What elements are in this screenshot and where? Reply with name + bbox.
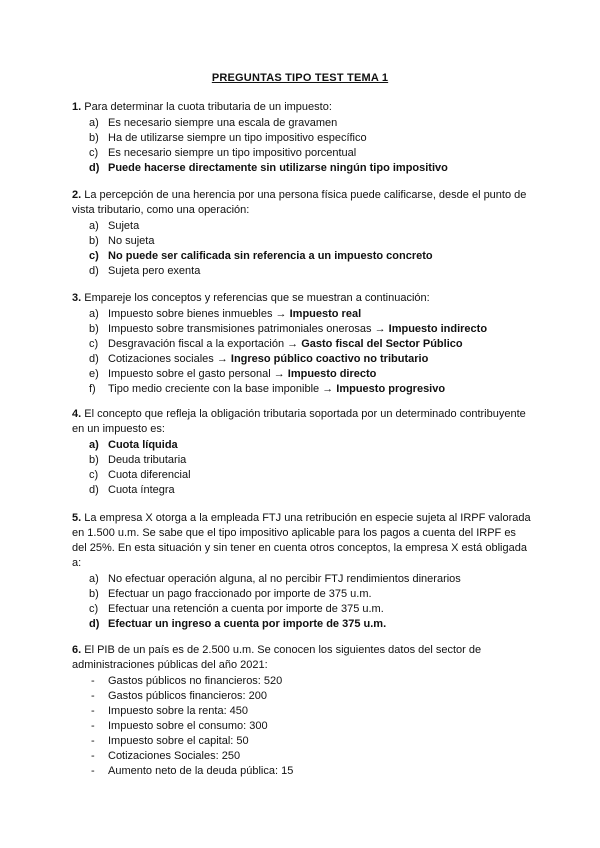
list-item [72, 674, 532, 689]
option-label: b) [89, 132, 99, 144]
option-list [72, 438, 532, 498]
option-label: c) [89, 338, 99, 350]
question-text: La empresa X otorga a la empleada FTJ una retribución en especie sujeta al IRPF valorada en 1.500 u.m. Se sabe que el tipo impositivo aplicable para los pagos a cuenta del IRPF es del 25%. En esta situación y sin tener en cuenta otros conceptos, la empresa X está obligada a: [72, 512, 531, 569]
option-text: Deuda tributaria [108, 454, 187, 466]
option [72, 352, 532, 367]
list-item [72, 734, 532, 749]
option [72, 337, 532, 352]
option-text: Es necesario siempre un tipo impositivo porcentual [108, 147, 357, 159]
question-text: El concepto que refleja la obligación tributaria soportada por un determinado contribuyente en un impuesto es: [72, 408, 526, 435]
option [72, 234, 532, 249]
question-text: El PIB de un país es de 2.500 u.m. Se conocen los siguientes datos del sector de administraciones públicas del año 2021: [72, 644, 482, 671]
question-text: Para determinar la cuota tributaria de un impuesto: [84, 101, 332, 113]
answer-text: Puede hacerse directamente sin utilizarse ningún tipo impositivo [108, 162, 448, 174]
option-label: d) [89, 353, 99, 365]
question-number: 2. [72, 189, 82, 201]
question-number: 6. [72, 644, 82, 656]
bullet-dash: - [91, 720, 95, 732]
option-correct [72, 617, 532, 632]
option-label: a) [89, 573, 99, 585]
list-item [72, 689, 532, 704]
bullet-dash: - [91, 750, 95, 762]
bullet-dash: - [91, 735, 95, 747]
option [72, 382, 532, 397]
question-stem [72, 100, 532, 115]
option-text: Impuesto sobre transmisiones patrimoniales onerosas → [108, 323, 389, 335]
answer-text: Cuota líquida [108, 439, 178, 451]
answer-text: Impuesto progresivo [336, 383, 446, 395]
option-list [72, 572, 532, 632]
option-text: Es necesario siempre una escala de gravamen [108, 117, 338, 129]
option-label: a) [89, 117, 99, 129]
option-text: Cuota íntegra [108, 484, 175, 496]
option [72, 468, 532, 483]
option-text: No efectuar operación alguna, al no percibir FTJ rendimientos dinerarios [108, 573, 461, 585]
question-1 [72, 100, 532, 176]
option-label: c) [89, 147, 99, 159]
question-stem [72, 511, 532, 571]
question-2 [72, 188, 532, 279]
option-text: Cotizaciones sociales → [108, 353, 231, 365]
data-list [72, 674, 532, 779]
answer-text: Impuesto indirecto [388, 323, 488, 335]
option [72, 483, 532, 498]
question-5 [72, 511, 532, 632]
option [72, 307, 532, 322]
option [72, 146, 532, 161]
option [72, 116, 532, 131]
page-title: PREGUNTAS TIPO TEST TEMA 1 [211, 72, 389, 84]
option [72, 367, 532, 382]
question-4 [72, 407, 532, 498]
option-text: Cuota diferencial [108, 469, 191, 481]
list-item-text: Impuesto sobre la renta: 450 [108, 705, 249, 717]
question-text: La percepción de una herencia por una persona física puede calificarse, desde el punto de vista tributario, como una operación: [72, 189, 527, 216]
question-stem [72, 407, 532, 437]
question-number: 1. [72, 101, 82, 113]
option-text: No sujeta [108, 235, 155, 247]
option [72, 453, 532, 468]
option-text: Impuesto sobre el gasto personal → [108, 368, 288, 380]
option-label: d) [89, 618, 100, 630]
option [72, 602, 532, 617]
option-text: Impuesto sobre bienes inmuebles → [108, 308, 290, 320]
option-text: Desgravación fiscal a la exportación → [108, 338, 302, 350]
question-stem [72, 188, 532, 218]
option-label: c) [89, 250, 99, 262]
option-text: Tipo medio creciente con la base imponible → [108, 383, 337, 395]
question-number: 5. [72, 512, 82, 524]
question-text: Empareje los conceptos y referencias que se muestran a continuación: [84, 292, 430, 304]
option [72, 131, 532, 146]
question-stem [72, 643, 532, 673]
list-item-text: Aumento neto de la deuda pública: 15 [108, 765, 294, 777]
option-label: b) [89, 454, 99, 466]
list-item [72, 749, 532, 764]
option-label: a) [89, 308, 99, 320]
question-6 [72, 643, 532, 779]
option-list [72, 219, 532, 279]
option [72, 264, 532, 279]
answer-text: No puede ser calificada sin referencia a un impuesto concreto [108, 250, 433, 262]
option-text: Ha de utilizarse siempre un tipo impositivo específico [108, 132, 367, 144]
option-label: b) [89, 323, 99, 335]
question-stem [72, 291, 532, 306]
option-text: Sujeta pero exenta [108, 265, 201, 277]
option [72, 572, 532, 587]
option-text: Efectuar una retención a cuenta por importe de 375 u.m. [108, 603, 384, 615]
option [72, 587, 532, 602]
list-item [72, 764, 532, 779]
option-label: b) [89, 235, 99, 247]
list-item-text: Cotizaciones Sociales: 250 [108, 750, 241, 762]
option-label: c) [89, 603, 99, 615]
bullet-dash: - [91, 675, 95, 687]
answer-text: Impuesto directo [287, 368, 377, 380]
option-label: f) [89, 383, 96, 395]
option-label: b) [89, 588, 99, 600]
list-item-text: Gastos públicos financieros: 200 [108, 690, 267, 702]
answer-text: Gasto fiscal del Sector Público [301, 338, 463, 350]
list-item-text: Impuesto sobre el capital: 50 [108, 735, 249, 747]
option-correct [72, 438, 532, 453]
option [72, 322, 532, 337]
question-number: 3. [72, 292, 82, 304]
option-label: e) [89, 368, 99, 380]
list-item [72, 719, 532, 734]
answer-text: Efectuar un ingreso a cuenta por importe de 375 u.m. [108, 618, 387, 630]
option-label: a) [89, 220, 99, 232]
answer-text: Impuesto real [289, 308, 362, 320]
option-list [72, 307, 532, 397]
option-label: d) [89, 265, 99, 277]
answer-text: Ingreso público coactivo no tributario [230, 353, 429, 365]
question-number: 4. [72, 408, 82, 420]
list-item [72, 704, 532, 719]
bullet-dash: - [91, 690, 95, 702]
option-correct [72, 249, 532, 264]
option [72, 219, 532, 234]
option-label: d) [89, 484, 99, 496]
option-text: Efectuar un pago fraccionado por importe de 375 u.m. [108, 588, 372, 600]
option-label: d) [89, 162, 100, 174]
option-list [72, 116, 532, 176]
bullet-dash: - [91, 765, 95, 777]
list-item-text: Gastos públicos no financieros: 520 [108, 675, 283, 687]
option-label: a) [89, 439, 99, 451]
list-item-text: Impuesto sobre el consumo: 300 [108, 720, 268, 732]
option-text: Sujeta [108, 220, 140, 232]
option-correct [72, 161, 532, 176]
option-label: c) [89, 469, 99, 481]
bullet-dash: - [91, 705, 95, 717]
question-3 [72, 291, 532, 397]
